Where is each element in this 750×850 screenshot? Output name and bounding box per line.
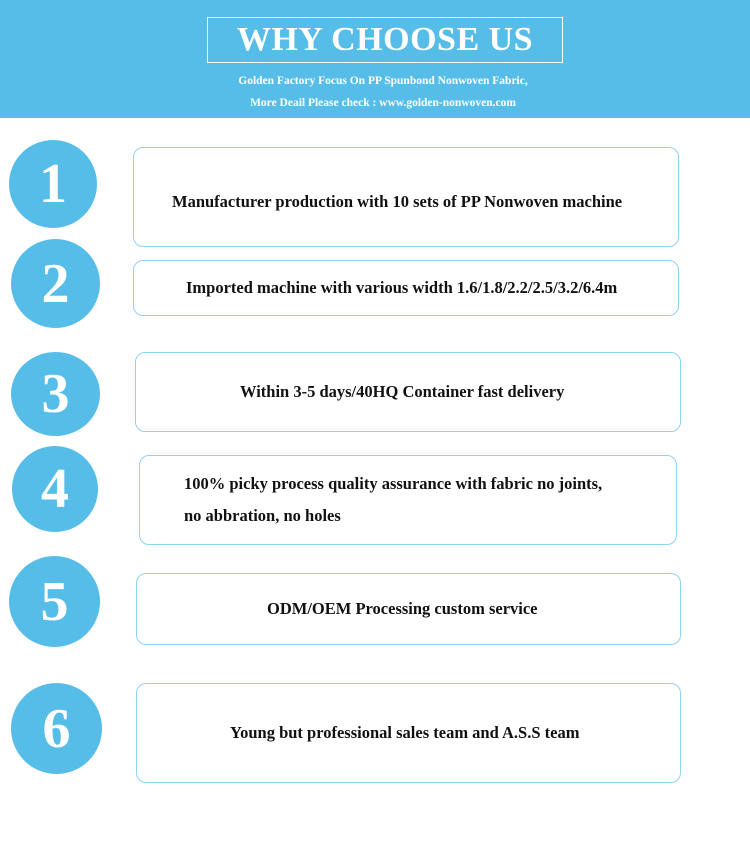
- feature-card-3: [135, 352, 681, 432]
- feature-text-1: Manufacturer production with 10 sets of PP Nonwoven machine: [172, 192, 623, 211]
- number-circle-4: 4: [12, 446, 98, 532]
- subtitle-line-2: More Deail Please check : www.golden-nonwoven.com: [250, 97, 516, 109]
- number-circle-1: 1: [9, 140, 97, 228]
- number-circle-2: 2: [11, 239, 100, 328]
- feature-text-6: Young but professional sales team and A.S.S team: [230, 723, 580, 742]
- header-banner: [0, 0, 750, 118]
- feature-card-5: [136, 573, 681, 645]
- title-box: [207, 17, 563, 63]
- feature-card-6: [136, 683, 681, 783]
- feature-card-1: [133, 147, 679, 247]
- number-circle-3: 3: [11, 352, 100, 436]
- feature-text-4-line-1: 100% picky process quality assurance with fabric no joints,: [184, 474, 603, 493]
- feature-card-4: [139, 455, 677, 545]
- number-circle-6: 6: [11, 683, 102, 774]
- feature-card-2: [133, 260, 679, 316]
- number-circle-5: 5: [9, 556, 100, 647]
- feature-text-4-line-2: no abbration, no holes: [184, 506, 341, 525]
- subtitle-line-1: Golden Factory Focus On PP Spunbond Nonwoven Fabric,: [238, 75, 528, 87]
- feature-text-5: ODM/OEM Processing custom service: [267, 599, 538, 618]
- feature-text-2: Imported machine with various width 1.6/1.8/2.2/2.5/3.2/6.4m: [186, 278, 618, 297]
- page-title: WHY CHOOSE US: [236, 21, 534, 58]
- feature-text-3: Within 3-5 days/40HQ Container fast delivery: [240, 382, 565, 401]
